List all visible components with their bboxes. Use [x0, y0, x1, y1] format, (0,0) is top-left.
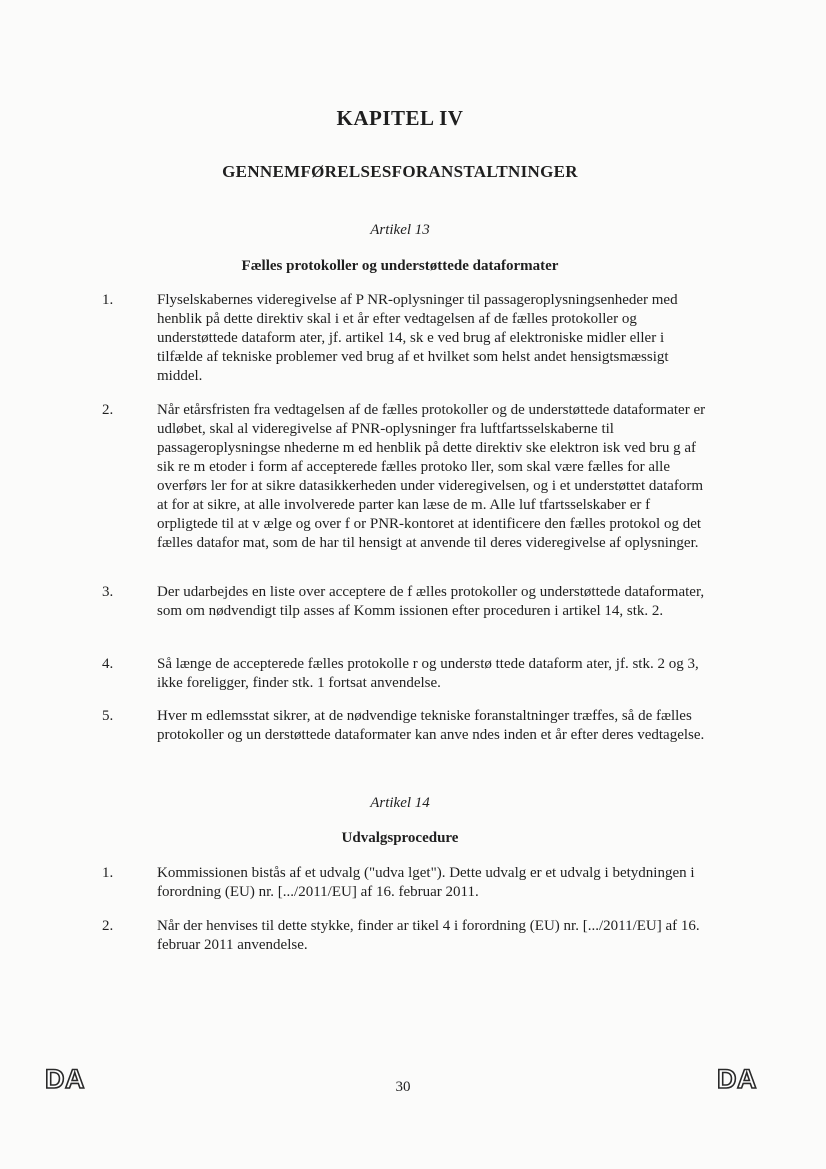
article-14-paragraph-2 [102, 917, 712, 955]
language-code-left: DA [45, 1064, 85, 1094]
paragraph-number: 5. [102, 708, 114, 724]
paragraph-number: 1. [102, 292, 114, 308]
chapter-subtitle: GENNEMFØRELSESFORANSTALTNINGER [222, 162, 578, 181]
article-13-heading: Artikel 13 [370, 222, 430, 238]
paragraph-number: 2. [102, 402, 114, 418]
article-14-paragraph-1 [102, 864, 712, 902]
paragraph-text: Når der henvises til dette stykke, finder ar tikel 4 i forordning (EU) nr. [.../2011/EU] af 16. februar 2011 anvendelse. [157, 918, 700, 953]
article-13-paragraph-2 [102, 401, 712, 553]
paragraph-number: 4. [102, 656, 114, 672]
paragraph-text: Så længe de accepterede fælles protokolle r og understø ttede dataform ater, jf. stk. 2 og 3, ikke foreligger, finder stk. 1 fortsat anvendelse. [157, 656, 699, 691]
article-14-title: Udvalgsprocedure [341, 830, 459, 846]
article-13-paragraph-4 [102, 655, 712, 693]
paragraph-text: Når etårsfristen fra vedtagelsen af de fælles protokoller og de understøttede dataformater er udløbet, skal al videregivelse af PNR-oplysninger fra luftfartsselskaberne til passageroplysningse nhederne m ed henblik på dette direktiv ske elektron isk ved bru g af sik re m etoder i form af accepterede fælles protoko ller, som skal være fælles for alle overførs ler for at sikre datasikkerheden under videregivelsen, og i et understøttet dataform at for at sikre, at alle involverede parter kan læse de m. Alle luf tfartsselskaber er f orpligtede til at v ælge og over f or PNR-kontoret at identificere den fælles protokol og det fælles datafor mat, som de har til hensigt at anvende til deres videregivelse af oplysninger. [157, 402, 706, 551]
article-13-paragraph-5 [102, 707, 712, 745]
chapter-title: KAPITEL IV [336, 106, 464, 130]
paragraph-number: 2. [102, 918, 114, 934]
paragraph-number: 3. [102, 584, 114, 600]
paragraph-text: Flyselskabernes videregivelse af P NR-oplysninger til passageroplysningsenheder med henblik på dette direktiv skal i et år efter vedtagelsen af de fælles protokoller og understøttede dataform ater, jf. artikel 14, sk e ved brug af elektroniske midler eller i tilfælde af tekniske problemer ved brug af et hvilket som helst andet hensigtsmæssigt middel. [157, 292, 678, 384]
page-number: 30 [395, 1079, 411, 1095]
article-13-paragraph-3 [102, 583, 712, 621]
article-14-heading: Artikel 14 [370, 795, 430, 811]
paragraph-text: Kommissionen bistås af et udvalg ("udva lget"). Dette udvalg er et udvalg i betydningen i forordning (EU) nr. [.../2011/EU] af 16. februar 2011. [157, 865, 695, 900]
language-code-right: DA [717, 1064, 757, 1094]
paragraph-number: 1. [102, 865, 114, 881]
article-13-paragraph-1 [102, 291, 712, 386]
paragraph-text: Hver m edlemsstat sikrer, at de nødvendige tekniske foranstaltninger træffes, så de fælles protokoller og un derstøttede dataformater kan anve ndes inden et år efter deres vedtagelse. [157, 708, 705, 743]
paragraph-text: Der udarbejdes en liste over acceptere de f ælles protokoller og understøttede dataformater, som om nødvendigt tilp asses af Komm issionen efter proceduren i artikel 14, stk. 2. [157, 584, 705, 619]
article-13-title: Fælles protokoller og understøttede dataformater [241, 258, 559, 274]
